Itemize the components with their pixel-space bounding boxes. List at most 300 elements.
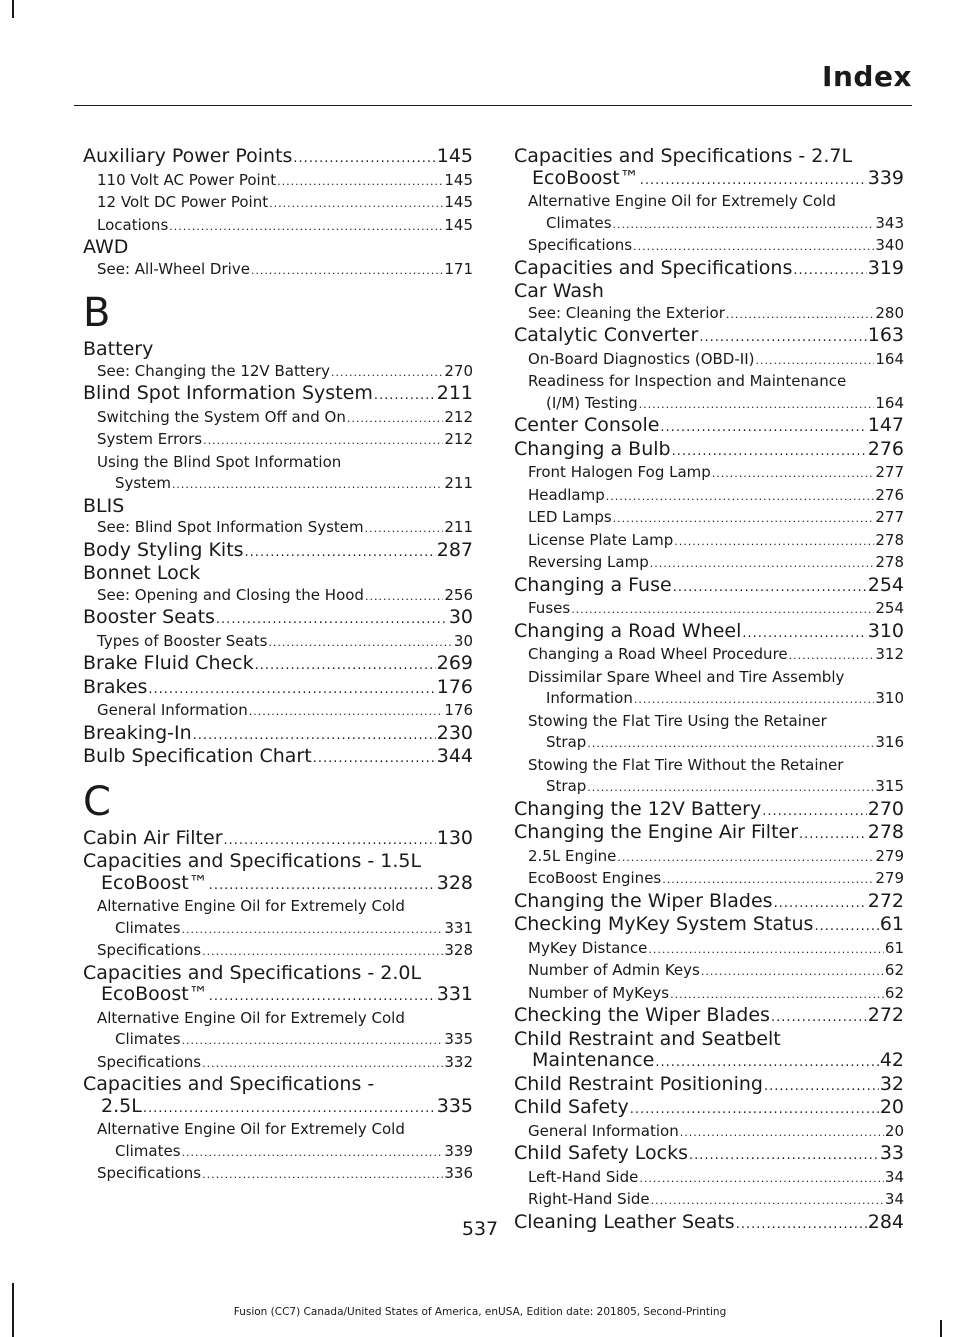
dot-leader (648, 939, 884, 961)
index-subentry (514, 552, 904, 575)
entry-page-number: 230 (436, 721, 473, 744)
entry-title: Center Console (514, 414, 660, 436)
entry-title: Brakes (83, 675, 148, 698)
page-title: Index (822, 60, 912, 93)
entry-title: Changing a Road Wheel (514, 619, 742, 642)
index-subentry (514, 371, 904, 415)
entry-page-number: 30 (448, 606, 473, 628)
entry-page-number: 211 (444, 474, 473, 492)
entry-page-number: 61 (879, 913, 904, 935)
entry-page-number: 277 (875, 508, 904, 526)
entry-title-line: Child Restraint and Seatbelt (514, 1027, 781, 1050)
entry-title: Child Safety (514, 1096, 629, 1118)
index-entry (83, 723, 473, 747)
index-subentry (514, 755, 904, 799)
entry-page-number: 310 (867, 619, 904, 642)
dot-leader (613, 214, 875, 236)
index-subentry (83, 517, 473, 540)
entry-page-number: 278 (867, 821, 904, 843)
index-subentry (83, 259, 473, 282)
index-entry (83, 540, 473, 564)
entry-page-number: 284 (867, 1210, 904, 1233)
entry-title: Information (546, 689, 633, 707)
dot-leader (143, 1098, 436, 1120)
dot-leader (606, 486, 875, 508)
dot-leader (670, 984, 884, 1006)
entry-title: Bonnet Lock (83, 562, 201, 584)
entry-title: Left-Hand Side (528, 1167, 639, 1186)
dot-leader (699, 327, 866, 349)
entry-page-number: 34 (884, 1167, 904, 1186)
dot-leader (277, 171, 443, 193)
dot-leader (814, 916, 878, 938)
dot-leader (374, 385, 436, 407)
entry-page-number: 332 (444, 1052, 473, 1071)
dot-leader (762, 801, 867, 823)
index-entry (514, 1005, 904, 1029)
entry-title-line: Using the Blind Spot Information (97, 452, 342, 471)
dot-leader (660, 417, 866, 439)
dot-leader (209, 875, 436, 897)
entry-page-number: 335 (436, 1094, 473, 1117)
index-subentry (514, 462, 904, 485)
index-subentry (514, 846, 904, 869)
dot-leader (216, 609, 448, 631)
dot-leader (202, 1164, 443, 1186)
entry-title: Booster Seats (83, 606, 215, 628)
entry-page-number: 344 (436, 745, 473, 767)
entry-page-number: 272 (867, 889, 904, 912)
section-letter: C (83, 778, 111, 825)
entry-title-line: Capacities and Specifications - 1.5L (83, 850, 422, 872)
entry-title: Front Halogen Fog Lamp (528, 463, 711, 481)
entry-title-line: Stowing the Flat Tire Using the Retainer (528, 711, 827, 730)
index-entry (514, 439, 904, 463)
dot-leader (169, 216, 443, 238)
entry-title-line: Capacities and Specifications - 2.0L (83, 961, 422, 984)
dot-leader (251, 260, 443, 282)
dot-leader (331, 362, 443, 384)
entry-title: Changing the Engine Air Filter (514, 821, 799, 843)
index-entry (514, 621, 904, 645)
dot-leader (634, 689, 875, 711)
entry-title: Cleaning Leather Seats (514, 1210, 735, 1233)
dot-leader (701, 961, 884, 983)
section-letter: B (83, 290, 111, 336)
index-subentry (514, 303, 904, 326)
entry-title: Switching the System Off and On (97, 407, 346, 426)
entry-title: Auxiliary Power Points (83, 145, 293, 167)
index-entry (83, 607, 473, 631)
index-subentry (514, 644, 904, 667)
entry-title-line: Alternative Engine Oil for Extremely Cold (97, 1120, 405, 1138)
dot-leader (764, 1076, 879, 1098)
entry-title: Right-Hand Side (528, 1190, 650, 1208)
entry-title: Checking the Wiper Blades (514, 1004, 770, 1026)
dot-leader (268, 632, 453, 654)
entry-page-number: 30 (453, 631, 473, 650)
entry-title-line: Dissimilar Spare Wheel and Tire Assembly (528, 667, 845, 686)
entry-page-number: 212 (444, 430, 473, 448)
entry-page-number: 276 (875, 485, 904, 504)
dot-leader (245, 542, 436, 564)
index-subentry (514, 711, 904, 755)
dot-leader (347, 408, 444, 430)
entry-page-number: 336 (444, 1164, 473, 1182)
entry-page-number: 312 (875, 645, 904, 663)
entry-title: System (115, 474, 171, 492)
entry-page-number: 145 (444, 170, 473, 189)
entry-title: Maintenance (532, 1049, 655, 1071)
dot-leader (148, 679, 435, 701)
crop-mark-bottom-right (940, 1320, 942, 1337)
dot-leader (774, 893, 867, 915)
dot-leader (249, 701, 444, 723)
entry-title: Body Styling Kits (83, 538, 244, 561)
index-subentry (83, 170, 473, 193)
entry-page-number: 328 (444, 941, 473, 959)
entry-page-number: 280 (875, 303, 904, 322)
dot-leader (689, 1145, 879, 1167)
entry-page-number: 279 (875, 846, 904, 865)
dot-leader (313, 748, 436, 770)
index-entry (514, 822, 904, 846)
entry-page-number: 212 (444, 407, 473, 426)
entry-title: 2.5L Engine (528, 846, 617, 865)
page-number: 537 (461, 1218, 499, 1240)
entry-title: Specifications (97, 1052, 202, 1071)
index-entry (83, 146, 473, 170)
index-subentry (83, 1008, 473, 1052)
index-entry (514, 325, 904, 349)
entry-title-line: Readiness for Inspection and Maintenance (528, 372, 847, 390)
entry-title: Cabin Air Filter (83, 826, 223, 849)
entry-title: EcoBoost™ (101, 871, 208, 894)
entry-title-line: Alternative Engine Oil for Extremely Cold (97, 1008, 405, 1027)
index-entry (514, 891, 904, 915)
entry-page-number: 319 (867, 256, 904, 279)
dot-leader (182, 1030, 444, 1052)
entry-page-number: 287 (436, 538, 473, 561)
index-subentry (514, 667, 904, 711)
entry-page-number: 339 (867, 166, 904, 189)
entry-title: Specifications (528, 236, 633, 254)
entry-page-number: 164 (875, 393, 904, 412)
index-entry (83, 237, 473, 259)
index-subentry (514, 530, 904, 553)
entry-title: Changing a Bulb (514, 437, 671, 460)
entry-page-number: 145 (444, 193, 473, 211)
dot-leader (209, 986, 436, 1008)
entry-title: Breaking-In (83, 721, 192, 744)
entry-page-number: 145 (436, 145, 473, 167)
entry-page-number: 176 (444, 701, 473, 719)
index-entry (514, 1074, 904, 1098)
dot-leader (613, 508, 875, 530)
index-subentry (514, 235, 904, 258)
dot-leader (202, 941, 443, 963)
entry-title: Car Wash (514, 280, 604, 302)
index-subentry (514, 1121, 904, 1144)
entry-title: Bulb Specification Chart (83, 745, 312, 767)
entry-page-number: 164 (875, 349, 904, 368)
index-entry (83, 851, 473, 896)
dot-leader (587, 733, 874, 755)
index-entry (83, 746, 473, 770)
dot-leader (202, 1053, 443, 1075)
entry-title-line: Stowing the Flat Tire Without the Retainer (528, 755, 844, 774)
entry-page-number: 331 (444, 918, 473, 937)
dot-leader (650, 553, 875, 575)
entry-page-number: 163 (867, 324, 904, 346)
entry-title: Reversing Lamp (528, 553, 649, 571)
entry-page-number: 256 (444, 585, 473, 604)
entry-page-number: 272 (867, 1004, 904, 1026)
entry-page-number: 340 (875, 236, 904, 254)
dot-leader (182, 1142, 444, 1164)
entry-title: Capacities and Specifications (514, 256, 793, 279)
dot-leader (224, 830, 436, 852)
entry-title: Specifications (97, 941, 202, 959)
entry-page-number: 328 (436, 871, 473, 894)
index-subentry (514, 507, 904, 530)
entry-title-line: Alternative Engine Oil for Extremely Cold (97, 897, 405, 915)
entry-title: Blind Spot Information System (83, 382, 373, 404)
dot-leader (680, 1122, 884, 1144)
entry-page-number: 270 (444, 361, 473, 380)
dot-leader (712, 463, 875, 485)
index-subentry (514, 191, 904, 235)
dot-leader (617, 847, 874, 869)
dot-leader (799, 824, 867, 846)
dot-leader (630, 1099, 879, 1121)
entry-page-number: 130 (436, 826, 473, 849)
dot-leader (755, 350, 874, 372)
index-subentry (83, 215, 473, 238)
entry-page-number: 315 (875, 777, 904, 795)
entry-page-number: 20 (884, 1121, 904, 1140)
entry-page-number: 310 (875, 689, 904, 707)
entry-page-number: 171 (444, 259, 473, 278)
entry-title-line: Capacities and Specifications - 2.7L (514, 145, 853, 167)
entry-page-number: 147 (867, 414, 904, 436)
entry-title: See: Blind Spot Information System (97, 518, 364, 536)
entry-page-number: 254 (867, 573, 904, 596)
entry-page-number: 33 (879, 1142, 904, 1164)
index-entry (83, 563, 473, 585)
index-entry (514, 281, 904, 303)
entry-title: LED Lamps (528, 508, 612, 526)
entry-page-number: 270 (867, 797, 904, 820)
entry-title: Number of MyKeys (528, 983, 670, 1002)
dot-leader (172, 474, 443, 496)
entry-title: See: Cleaning the Exterior (528, 303, 725, 322)
dot-leader (365, 586, 443, 608)
index-subentry (83, 700, 473, 723)
entry-title: Battery (83, 338, 154, 360)
entry-title-line: Capacities and Specifications - (83, 1073, 375, 1095)
index-subentry (83, 192, 473, 215)
entry-page-number: 277 (875, 463, 904, 481)
dot-leader (789, 645, 875, 667)
index-entry (83, 963, 473, 1008)
entry-page-number: 279 (875, 869, 904, 887)
index-subentry (83, 452, 473, 496)
index-subentry (514, 868, 904, 891)
entry-title: General Information (97, 701, 248, 719)
index-entry (514, 1029, 904, 1074)
entry-title-line: Alternative Engine Oil for Extremely Cold (528, 192, 836, 210)
index-subentry (83, 585, 473, 608)
entry-page-number: 211 (436, 382, 473, 404)
entry-page-number: 316 (875, 733, 904, 751)
index-entry (514, 258, 904, 282)
dot-leader (255, 655, 436, 677)
dot-leader (293, 148, 435, 170)
entry-page-number: 32 (879, 1072, 904, 1095)
entry-page-number: 34 (884, 1190, 904, 1208)
dot-leader (203, 430, 443, 452)
dot-leader (587, 777, 874, 799)
dot-leader (742, 623, 866, 645)
index-entry (83, 383, 473, 407)
index-subentry (514, 349, 904, 372)
index-subentry (83, 407, 473, 430)
header-divider (74, 105, 912, 106)
index-entry (83, 496, 473, 518)
entry-title: BLIS (83, 494, 125, 517)
dot-leader (633, 236, 874, 258)
dot-leader (662, 869, 874, 891)
entry-page-number: 331 (436, 983, 473, 1005)
entry-title: Types of Booster Seats (97, 631, 268, 650)
entry-title: Climates (115, 1030, 181, 1048)
index-column-left (83, 146, 473, 1186)
entry-title: General Information (528, 1121, 679, 1140)
index-subentry (514, 960, 904, 983)
entry-title: 12 Volt DC Power Point (97, 193, 269, 211)
crop-mark-top-left (12, 0, 14, 18)
index-subentry (83, 631, 473, 654)
entry-title: Catalytic Converter (514, 324, 699, 346)
dot-leader (639, 394, 875, 416)
index-subentry (514, 938, 904, 961)
index-column-right (514, 146, 904, 1235)
dot-leader (193, 725, 436, 747)
index-subentry (83, 429, 473, 452)
entry-title: Strap (546, 777, 587, 795)
entry-page-number: 343 (875, 213, 904, 232)
index-subentry (514, 485, 904, 508)
entry-title: Fuses (528, 599, 571, 617)
index-entry (83, 828, 473, 852)
entry-title: Locations (97, 215, 169, 234)
entry-title: Checking MyKey System Status (514, 913, 814, 935)
entry-page-number: 211 (444, 518, 473, 536)
index-entry (514, 146, 904, 191)
index-subentry (514, 983, 904, 1006)
index-entry (83, 653, 473, 677)
index-subentry (83, 361, 473, 384)
entry-title: See: Opening and Closing the Hood (97, 585, 364, 604)
entry-title: EcoBoost™ (101, 983, 208, 1005)
entry-title: See: All-Wheel Drive (97, 259, 250, 278)
entry-title: MyKey Distance (528, 938, 648, 957)
entry-page-number: 62 (884, 961, 904, 979)
entry-title: EcoBoost™ (532, 166, 639, 189)
entry-page-number: 20 (879, 1096, 904, 1118)
entry-page-number: 335 (444, 1030, 473, 1048)
dot-leader (672, 441, 867, 463)
index-subentry (83, 940, 473, 963)
entry-title: Brake Fluid Check (83, 652, 254, 674)
entry-title: See: Changing the 12V Battery (97, 361, 330, 380)
entry-page-number: 276 (867, 437, 904, 460)
entry-title: Specifications (97, 1164, 202, 1182)
entry-title: Strap (546, 733, 587, 751)
dot-leader (726, 304, 874, 326)
entry-title: (I/M) Testing (546, 393, 638, 412)
entry-title: Climates (115, 918, 181, 937)
entry-page-number: 254 (875, 599, 904, 617)
entry-title: Climates (546, 213, 612, 232)
entry-title: EcoBoost Engines (528, 869, 662, 887)
entry-title: Number of Admin Keys (528, 961, 700, 979)
entry-page-number: 42 (879, 1049, 904, 1071)
index-subentry (514, 1189, 904, 1212)
entry-page-number: 145 (444, 215, 473, 234)
footer-text: Fusion (CC7) Canada/United States of America, enUSA, Edition date: 201805, Second-Printing (233, 1306, 727, 1318)
index-subentry (514, 1167, 904, 1190)
dot-leader (365, 518, 444, 540)
dot-leader (793, 260, 866, 282)
entry-title: Child Restraint Positioning (514, 1072, 763, 1095)
dot-leader (639, 1168, 884, 1190)
dot-leader (655, 1052, 878, 1074)
index-entry (514, 415, 904, 439)
entry-page-number: 339 (444, 1141, 473, 1160)
entry-title: Changing a Road Wheel Procedure (528, 645, 788, 663)
entry-title: 2.5L (101, 1094, 142, 1117)
entry-page-number: 278 (875, 553, 904, 571)
index-entry (514, 799, 904, 823)
entry-page-number: 62 (884, 983, 904, 1002)
dot-leader (673, 577, 867, 599)
entry-title: 110 Volt AC Power Point (97, 170, 277, 189)
entry-title: System Errors (97, 430, 203, 448)
dot-leader (674, 531, 874, 553)
index-entry (83, 339, 473, 361)
entry-page-number: 269 (436, 652, 473, 674)
entry-page-number: 61 (884, 938, 904, 957)
dot-leader (771, 1007, 867, 1029)
entry-title: Changing the Wiper Blades (514, 889, 773, 912)
index-entry (514, 914, 904, 938)
entry-title: Changing a Fuse (514, 573, 672, 596)
index-subentry (83, 896, 473, 940)
dot-leader (182, 919, 444, 941)
index-subentry (83, 1052, 473, 1075)
dot-leader (640, 170, 867, 192)
entry-title: Changing the 12V Battery (514, 797, 762, 820)
entry-page-number: 278 (875, 530, 904, 549)
index-subentry (514, 598, 904, 621)
index-entry (514, 1143, 904, 1167)
entry-title: License Plate Lamp (528, 530, 674, 549)
entry-title: AWD (83, 236, 129, 258)
entry-title: Child Safety Locks (514, 1142, 689, 1164)
index-entry (514, 1097, 904, 1121)
